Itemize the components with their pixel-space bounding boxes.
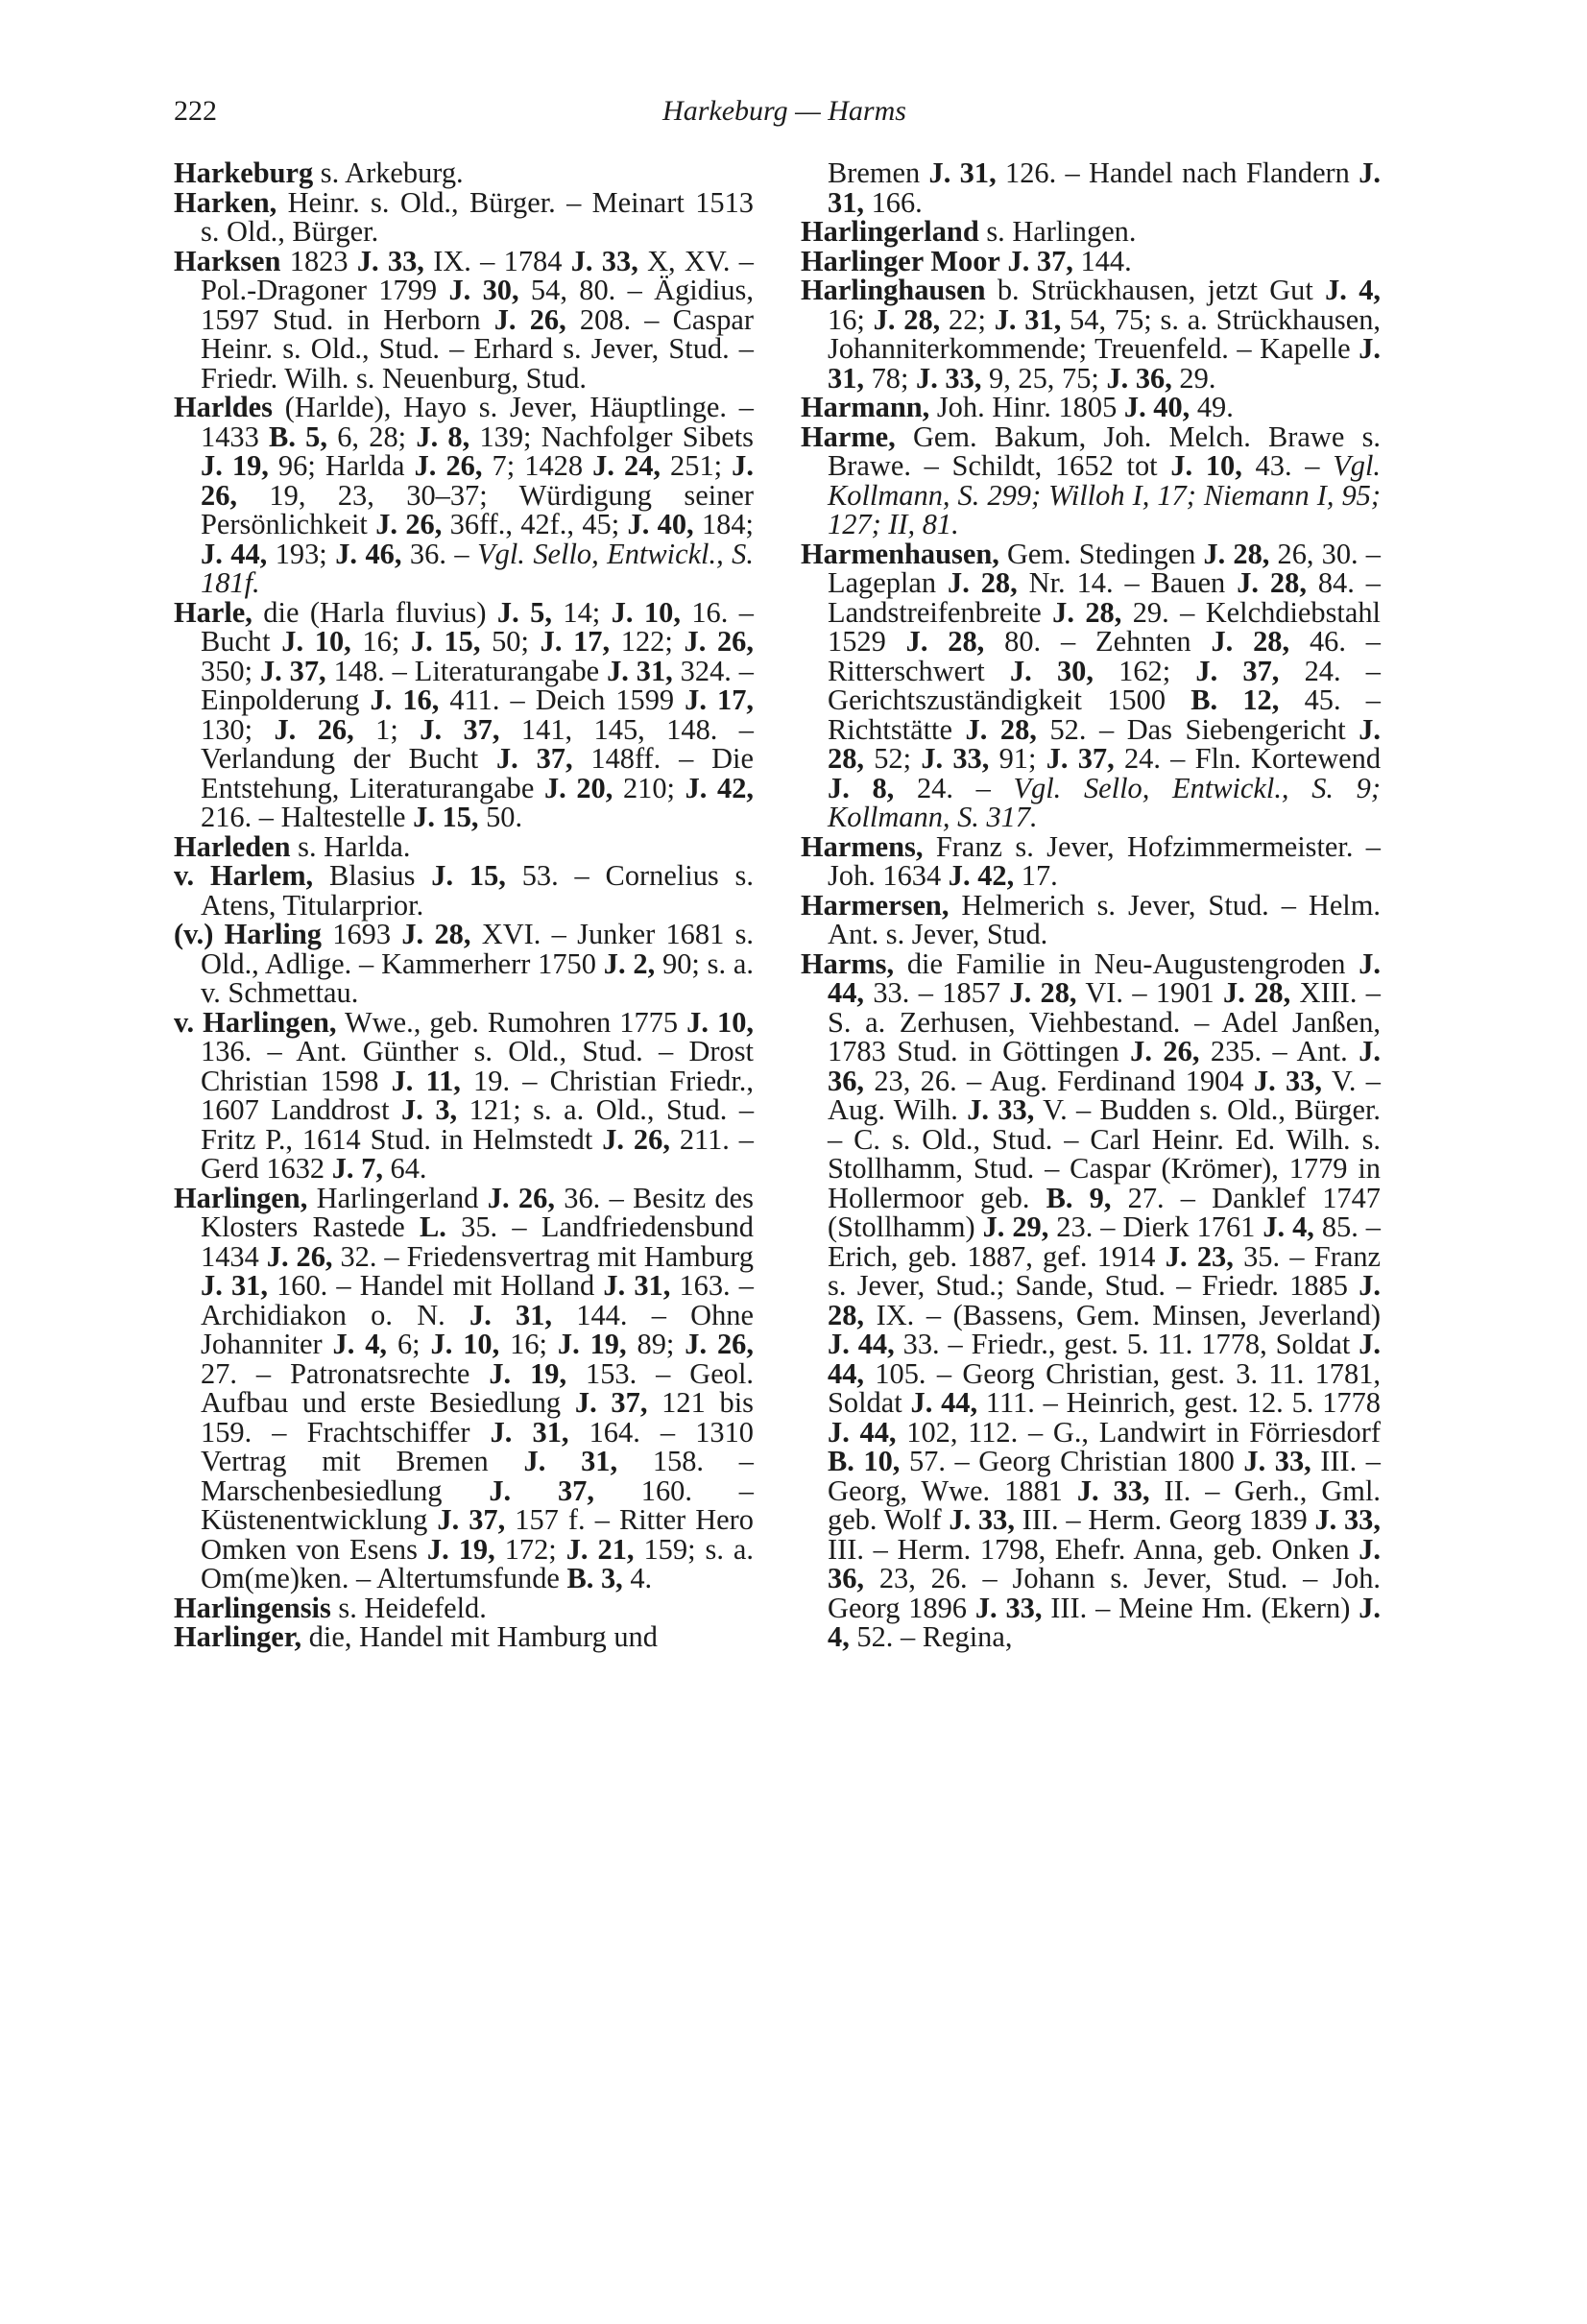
index-entry — [801, 217, 1381, 247]
entry-text: 16; — [499, 1328, 558, 1360]
entry-text: 57. – Georg Christian 1800 — [900, 1445, 1244, 1477]
entry-text: 235. – Ant. — [1199, 1035, 1359, 1067]
index-entry — [174, 158, 754, 188]
volume-reference: J. 19, — [426, 1532, 495, 1566]
volume-reference: J. 4, — [332, 1328, 388, 1360]
entry-headword: Harlinger, — [174, 1620, 302, 1653]
entry-text: Heinr. s. Old., Bürger. – Meinart 1513 s. Old., Bürger. — [201, 185, 754, 248]
entry-headword: Harken, — [174, 185, 277, 219]
entry-text: 130; — [201, 712, 275, 746]
entry-text: 193; — [267, 537, 336, 570]
entry-text: Franz s. Jever, Hofzimmermeister. – Joh. 1634 — [828, 829, 1381, 892]
entry-text: 54, 80. – Ägidius, 1597 Stud. in Herborn — [201, 274, 754, 336]
entry-text: s. Heidefeld. — [330, 1591, 487, 1624]
volume-reference: J. 33, — [921, 742, 990, 775]
volume-reference: B. 9, — [1046, 1181, 1112, 1214]
left-column — [174, 158, 754, 1652]
volume-reference: J. 31, — [828, 332, 1381, 395]
volume-reference: J. 26, — [414, 449, 483, 482]
entry-text: 7; 1428 — [482, 449, 593, 482]
right-column — [801, 158, 1381, 1652]
volume-reference: J. 26, — [1130, 1035, 1200, 1067]
entry-text: 35. – Franz s. Jever, Stud.; Sande, Stud. – Friedr. 1885 — [828, 1239, 1381, 1302]
entry-text: VI. – 1901 — [1076, 976, 1224, 1009]
volume-reference: J. 26, — [487, 1181, 555, 1214]
entry-text: 50. — [478, 801, 523, 833]
volume-reference: J. 33, — [974, 1591, 1043, 1624]
entry-headword: (v.) Harling — [174, 918, 322, 950]
index-entry — [174, 829, 754, 863]
volume-reference: J. 36, — [1106, 361, 1172, 395]
entry-text: III. – Herm. 1798, Ehefr. Anna, geb. Onken — [828, 1532, 1359, 1566]
entry-text: 43. – — [1241, 449, 1334, 482]
entry-headword: Harldes — [174, 391, 273, 423]
literature-reference: Vgl. Sello, Entwickl., S. 9; Kollmann, S. 317. — [828, 771, 1381, 833]
index-entry — [174, 393, 754, 598]
entry-text: 324. – Einpolderung — [201, 654, 754, 716]
index-entry — [801, 158, 1381, 217]
volume-reference: J. 28, — [1052, 595, 1122, 629]
entry-text: 23, 26. – Johann s. Jever, Stud. – Joh. Georg 1896 — [828, 1562, 1381, 1624]
entry-headword: Harlinghausen — [801, 274, 986, 306]
volume-reference: J. 10, — [281, 625, 351, 658]
volume-reference: J. 4, — [1262, 1210, 1314, 1243]
entry-text: 139; Nachfolger Sibets — [469, 419, 754, 453]
entry-headword: Harle, — [174, 595, 252, 629]
entry-headword: Harlingensis — [174, 1591, 331, 1624]
volume-reference: J. 28, — [873, 302, 941, 336]
entry-text: 52. – Regina, — [849, 1620, 1013, 1653]
entry-headword: v. Harlem, — [174, 859, 314, 892]
entry-text: 96; Harlda — [268, 449, 415, 482]
entry-text: 172; — [494, 1532, 566, 1566]
entry-text: 158. – Marschenbesiedlung — [201, 1445, 754, 1507]
entry-text: 122; — [610, 625, 685, 658]
index-entry — [174, 595, 755, 833]
volume-reference: J. 28, — [948, 566, 1018, 599]
entry-text: die, Handel mit Hamburg und — [301, 1620, 658, 1653]
entry-text: II. – Gerh., Gml. geb. Wolf — [828, 1473, 1381, 1536]
volume-reference: J. 7, — [331, 1152, 383, 1185]
volume-reference: J. 46, — [335, 537, 402, 570]
entry-text: Gem. Stedingen — [998, 537, 1204, 570]
entry-text: Gem. Bakum, Joh. Melch. Brawe s. Brawe. – Schildt, 1652 tot — [828, 419, 1381, 482]
entry-text: 29. — [1171, 361, 1216, 395]
running-title: Harkeburg — Harms — [662, 95, 906, 127]
volume-reference: J. 26, — [274, 712, 354, 746]
volume-reference: J. 11, — [391, 1064, 461, 1097]
entry-text: 26, 30. – Lageplan — [828, 537, 1381, 599]
volume-reference: J. 33, — [916, 361, 982, 395]
index-entry — [174, 1181, 755, 1594]
entry-text: 157 f. – Ritter Hero Omken von Esens — [201, 1503, 754, 1566]
volume-reference: J. 33, — [356, 244, 424, 277]
index-entry — [801, 539, 1381, 832]
index-entry — [174, 920, 754, 1008]
entry-text: 6; — [387, 1328, 431, 1360]
volume-reference: J. 2, — [603, 946, 656, 980]
volume-reference: J. 10, — [611, 595, 681, 629]
entry-text: 411. – Deich 1599 — [439, 683, 685, 716]
entry-text: 49. — [1190, 391, 1234, 423]
entry-text: 14; — [551, 595, 612, 629]
entry-text: 84. – Landstreifenbreite — [828, 566, 1381, 629]
volume-reference: J. 15, — [431, 859, 506, 892]
volume-reference: J. 10, — [430, 1328, 500, 1360]
volume-reference: J. 21, — [565, 1532, 635, 1566]
entry-headword: Harksen — [174, 244, 281, 277]
entry-text: Harlingerland — [307, 1181, 488, 1214]
entry-text: Joh. Hinr. 1805 — [929, 391, 1124, 423]
volume-reference: J. 19, — [489, 1356, 567, 1390]
entry-text: 350; — [201, 654, 260, 687]
entry-text: 50; — [480, 625, 541, 658]
volume-reference: J. 28, — [1223, 976, 1291, 1009]
volume-reference: J. 37, — [420, 712, 500, 746]
entry-text: Wwe., geb. Rumohren 1775 — [336, 1005, 687, 1039]
entry-text: 52; — [864, 742, 922, 775]
entry-text: 53. – Cornelius s. Atens, Titularprior. — [201, 859, 754, 922]
entry-text: 184; — [693, 508, 754, 540]
volume-reference: J. 8, — [416, 419, 470, 453]
entry-text: 164. – 1310 Vertrag mit Bremen — [201, 1415, 754, 1477]
volume-reference: J. 20, — [543, 771, 613, 804]
volume-reference: J. 28, — [965, 712, 1037, 746]
entry-text: 24. – — [894, 771, 1014, 804]
index-entry — [174, 1622, 754, 1652]
entry-headword: Harkeburg — [174, 156, 314, 189]
volume-reference: J. 28, — [905, 625, 985, 658]
volume-reference: J. 31, — [607, 654, 673, 687]
entry-text: 91; — [989, 742, 1046, 775]
entry-text: 6, 28; — [326, 419, 417, 453]
entry-text: 126. – Handel nach Flandern — [996, 156, 1359, 189]
entry-text: 166. — [864, 185, 923, 219]
volume-reference: J. 40, — [627, 508, 694, 540]
entry-text: 29. – Kelchdiebstahl 1529 — [828, 595, 1381, 658]
entry-text: 27. – Danklef 1747 (Stollhamm) — [828, 1181, 1381, 1243]
volume-reference: J. 24, — [592, 449, 661, 482]
entry-text: 4. — [622, 1562, 653, 1594]
volume-reference: J. 28, — [828, 712, 1381, 775]
volume-reference: J. 26, — [602, 1122, 670, 1156]
entry-headword: Harmenhausen, — [801, 537, 999, 570]
volume-reference: J. 15, — [410, 625, 481, 658]
index-entry — [801, 946, 1382, 1653]
index-entry — [801, 888, 1381, 950]
volume-reference: L. — [420, 1210, 446, 1243]
literature-reference: Vgl. Kollmann, S. 299; Willoh I, 17; Niemann I, 95; 127; II, 81. — [828, 449, 1381, 540]
entry-text: 216. – Haltestelle — [201, 801, 414, 833]
entry-text: V. – Budden s. Old., Bürger. – C. s. Old., Stud. – Carl Heinr. Ed. Wilh. s. Stollhamm, Stud. – Caspar (Krömer), 1779 in Hollermoor geb. — [828, 1093, 1381, 1214]
entry-text: 16. – Bucht — [201, 595, 754, 658]
entry-text: 22; — [940, 302, 995, 336]
entry-headword: Harme, — [801, 419, 896, 453]
entry-headword: Harmann, — [801, 391, 930, 423]
volume-reference: J. 17, — [540, 625, 611, 658]
entry-text: 36. – — [401, 537, 478, 570]
volume-reference: J. 15, — [413, 801, 479, 833]
volume-reference: J. 26, — [684, 625, 754, 658]
entry-text: Blasius — [313, 859, 432, 892]
entry-text: 105. – Georg Christian, gest. 3. 11. 1781, Soldat — [828, 1356, 1381, 1419]
entry-text: 54, 75; s. a. Strückhausen, Johanniterkommende; Treuenfeld. – Kapelle — [828, 302, 1381, 365]
index-entry — [801, 419, 1381, 540]
volume-reference: J. 44, — [828, 1328, 895, 1360]
entry-text: 19. – Christian Friedr., 1607 Landdrost — [201, 1064, 755, 1126]
volume-reference: J. 28, — [1203, 537, 1270, 570]
entry-text: 144. – Ohne Johanniter — [201, 1298, 754, 1360]
volume-reference: J. 19, — [557, 1328, 627, 1360]
volume-reference: J. 10, — [686, 1005, 754, 1039]
volume-reference: J. 42, — [948, 859, 1015, 892]
entry-text: IX. – 1784 — [423, 244, 571, 277]
index-entry — [174, 185, 754, 248]
entry-text: 9, 25, 75; — [981, 361, 1107, 395]
index-entry — [174, 1005, 755, 1185]
entry-text: 32. – Friedensvertrag mit Hamburg — [332, 1239, 754, 1273]
volume-reference: J. 37, — [1046, 742, 1115, 775]
entry-text: 85. – Erich, geb. 1887, gef. 1914 — [828, 1210, 1381, 1273]
volume-reference: J. 31, — [928, 156, 997, 189]
volume-reference: J. 37, — [259, 654, 326, 687]
entry-text: die (Harla fluvius) — [252, 595, 497, 629]
entry-text: 27. – Patronatsrechte — [201, 1356, 490, 1390]
entry-text: 144. — [1072, 244, 1132, 277]
entry-text: 163. – Archidiakon o. N. — [201, 1269, 754, 1331]
entry-text: 159; s. a. Om(me)ken. – Altertumsfunde — [201, 1532, 755, 1594]
running-head — [174, 92, 1395, 131]
volume-reference: J. 28, — [1237, 566, 1307, 599]
entry-text: IX. – (Bassens, Gem. Minsen, Jeverland) — [864, 1298, 1381, 1331]
entry-text: 211. – Gerd 1632 — [201, 1122, 754, 1185]
entry-text: 1693 — [321, 918, 402, 950]
entry-text: XVI. – Junker 1681 s. Old., Adlige. – Kammerherr 1750 — [201, 918, 754, 980]
entry-text: s. Arkeburg. — [313, 156, 464, 189]
entry-headword: Harms, — [801, 946, 895, 980]
volume-reference: J. 37, — [489, 1473, 594, 1507]
volume-reference: J. 28, — [401, 918, 471, 950]
volume-reference: J. 4, — [828, 1591, 1381, 1653]
volume-reference: J. 26, — [493, 302, 566, 336]
entry-text: 121 bis 159. – Frachtschiffer — [201, 1386, 754, 1449]
volume-reference: B. 10, — [828, 1445, 901, 1477]
entry-text: 24. – Fln. Kortewend — [1114, 742, 1382, 775]
page-number: 222 — [174, 95, 217, 127]
volume-reference: J. 19, — [201, 449, 269, 482]
entry-text: 23. – Dierk 1761 — [1048, 1210, 1263, 1243]
entry-text: s. Harlda. — [290, 829, 411, 863]
entry-text: 136. – Ant. Günther s. Old., Stud. – Drost Christian 1598 — [201, 1035, 754, 1097]
entry-text: 19, 23, 30–37; Würdigung seiner Persönlichkeit — [201, 478, 754, 540]
volume-reference: J. 37, — [1195, 654, 1280, 687]
entry-text: V. – Aug. Wilh. — [828, 1064, 1382, 1126]
volume-reference: J. 28, — [828, 1269, 1381, 1331]
entry-text: 24. – Gerichtszuständigkeit 1500 — [828, 654, 1381, 716]
entry-headword: Harlinger Moor — [801, 244, 1000, 277]
volume-reference: J. 42, — [685, 771, 755, 804]
index-entry — [801, 393, 1381, 422]
entry-text: 148. – Literaturangabe — [325, 654, 608, 687]
volume-reference: J. 31, — [490, 1415, 569, 1449]
entry-text: die Familie in Neu-Augustengroden — [894, 946, 1359, 980]
entry-text: 16; — [828, 302, 874, 336]
volume-reference: J. 33, — [1314, 1503, 1381, 1536]
entry-text: 80. – Zehnten — [984, 625, 1212, 658]
entry-text: 46. – Ritterschwert — [828, 625, 1381, 687]
volume-reference: J. 36, — [828, 1532, 1381, 1594]
entry-text: 210; — [613, 771, 685, 804]
entry-text: Nr. 14. – Bauen — [1017, 566, 1238, 599]
entry-text: 160. – Küstenentwicklung — [201, 1473, 754, 1536]
volume-reference: J. 37, — [495, 742, 573, 775]
entry-text: 1; — [353, 712, 421, 746]
entry-text: 153. – Geol. Aufbau und erste Besiedlung — [201, 1356, 754, 1419]
volume-reference: J. 4, — [1325, 274, 1382, 306]
volume-reference: J. 17, — [685, 683, 754, 716]
volume-reference: J. 33, — [967, 1093, 1035, 1126]
entry-text: 78; — [864, 361, 917, 395]
entry-text: 16; — [350, 625, 411, 658]
entry-text: (Harlde), Hayo s. Jever, Häuptlinge. – 1433 — [201, 391, 754, 453]
entry-text: 23, 26. – Aug. Ferdinand 1904 — [864, 1064, 1254, 1097]
entry-text: s. Harlingen. — [978, 215, 1137, 248]
entry-text: 102, 112. – G., Landwirt in Förriesdorf — [896, 1415, 1381, 1449]
volume-reference: J. 30, — [448, 274, 519, 306]
entry-text: 141, 145, 148. – Verlandung der Bucht — [201, 712, 754, 775]
index-entry — [801, 276, 1381, 393]
volume-reference: J. 28, — [1211, 625, 1290, 658]
entry-text: X, XV. – Pol.-Dragoner 1799 — [201, 244, 754, 306]
entry-text: 251; — [660, 449, 733, 482]
entry-text: Bremen — [828, 156, 929, 189]
entry-text: 52. – Das Siebengericht — [1036, 712, 1359, 746]
entry-text: 36. – Besitz des Klosters Rastede — [201, 1181, 754, 1243]
volume-reference: J. 5, — [496, 595, 552, 629]
entry-text: XIII. – S. a. Zerhusen, Viehbestand. – Adel Janßen, 1783 Stud. in Göttingen — [828, 976, 1381, 1067]
volume-reference: J. 33, — [1076, 1473, 1150, 1507]
volume-reference: J. 44, — [828, 1415, 897, 1449]
entry-text: 162; — [1093, 654, 1196, 687]
volume-reference: J. 37, — [1007, 244, 1073, 277]
index-entry — [801, 244, 1381, 277]
volume-reference: J. 31, — [523, 1445, 618, 1477]
index-entry — [174, 244, 754, 395]
volume-reference: J. 37, — [437, 1503, 506, 1536]
entry-text: 36ff., 42f., 45; — [442, 508, 628, 540]
volume-reference: J. 26, — [375, 508, 443, 540]
index-entry — [801, 829, 1381, 892]
volume-reference: J. 31, — [201, 1269, 268, 1302]
volume-reference: J. 10, — [1170, 449, 1242, 482]
volume-reference: J. 31, — [828, 156, 1381, 219]
volume-reference: J. 26, — [266, 1239, 333, 1273]
volume-reference: B. 12, — [1190, 683, 1280, 716]
volume-reference: B. 3, — [566, 1562, 623, 1594]
entry-text: Helmerich s. Jever, Stud. – Helm. Ant. s. Jever, Stud. — [828, 888, 1381, 950]
entry-text: 45. – Richtstätte — [828, 683, 1381, 746]
entry-headword: Harmens, — [801, 829, 924, 863]
entry-text: 111. – Heinrich, gest. 12. 5. 1778 — [977, 1386, 1381, 1419]
volume-reference: J. 40, — [1123, 391, 1190, 423]
volume-reference: B. 5, — [269, 419, 327, 453]
volume-reference: J. 44, — [828, 1328, 1381, 1390]
entry-text: 90; s. a. v. Schmettau. — [201, 946, 755, 1009]
volume-reference: J. 37, — [574, 1386, 648, 1419]
volume-reference: J. 33, — [1243, 1445, 1311, 1477]
entry-headword: v. Harlingen, — [174, 1005, 337, 1039]
volume-reference: J. 31, — [603, 1269, 671, 1302]
entry-headword: Harlingerland — [801, 215, 979, 248]
index-entry — [174, 861, 754, 920]
volume-reference: J. 3, — [401, 1093, 458, 1126]
entry-text: 148ff. – Die Entstehung, Literaturangabe — [201, 742, 754, 804]
volume-reference: J. 33, — [949, 1503, 1015, 1536]
entry-text: 121; s. a. Old., Stud. – Fritz P., 1614 Stud. in Helmstedt — [201, 1093, 755, 1156]
volume-reference: J. 33, — [1253, 1064, 1323, 1097]
volume-reference: J. 16, — [370, 683, 440, 716]
volume-reference: J. 28, — [1009, 976, 1077, 1009]
volume-reference: J. 23, — [1165, 1239, 1234, 1273]
volume-reference: J. 30, — [1009, 654, 1094, 687]
volume-reference: J. 36, — [828, 1035, 1381, 1097]
entry-text: III. – Herm. Georg 1839 — [1014, 1503, 1315, 1536]
volume-reference: J. 31, — [469, 1298, 553, 1331]
entry-text: 17. — [1014, 859, 1058, 892]
volume-reference: J. 44, — [201, 537, 268, 570]
entry-headword: Harleden — [174, 829, 291, 863]
entry-text: 33. – Friedr., gest. 5. 11. 1778, Soldat — [894, 1328, 1359, 1360]
volume-reference: J. 44, — [828, 946, 1381, 1009]
entry-text: III. – Meine Hm. (Ekern) — [1042, 1591, 1359, 1624]
entry-text: 1823 — [280, 244, 357, 277]
volume-reference: J. 8, — [828, 771, 895, 804]
volume-reference: J. 29, — [982, 1210, 1049, 1243]
volume-reference: J. 26, — [685, 1328, 754, 1360]
entry-text: 208. – Caspar Heinr. s. Old., Stud. – Erhard s. Jever, Stud. – Friedr. Wilh. s. Neuenburg, Stud. — [201, 302, 754, 395]
entry-text — [1000, 245, 1008, 277]
entry-headword: Harmersen, — [801, 888, 950, 922]
index-entry — [174, 1593, 754, 1623]
volume-reference: J. 31, — [994, 302, 1062, 336]
volume-reference: J. 44, — [910, 1386, 978, 1419]
entry-text: 33. – 1857 — [864, 976, 1010, 1009]
entry-text: 89; — [626, 1328, 685, 1360]
entry-text: 160. – Handel mit Holland — [267, 1269, 604, 1302]
entry-text: III. – Georg, Wwe. 1881 — [828, 1445, 1381, 1507]
entry-text: 64. — [382, 1152, 427, 1185]
literature-reference: Vgl. Sello, Entwickl., S. 181f. — [201, 537, 754, 599]
volume-reference: J. 33, — [570, 244, 638, 277]
entry-text: b. Strückhausen, jetzt Gut — [985, 274, 1326, 306]
entry-text: 35. – Landfriedensbund 1434 — [201, 1210, 754, 1273]
entry-headword: Harlingen, — [174, 1181, 308, 1214]
volume-reference: J. 26, — [201, 449, 754, 512]
